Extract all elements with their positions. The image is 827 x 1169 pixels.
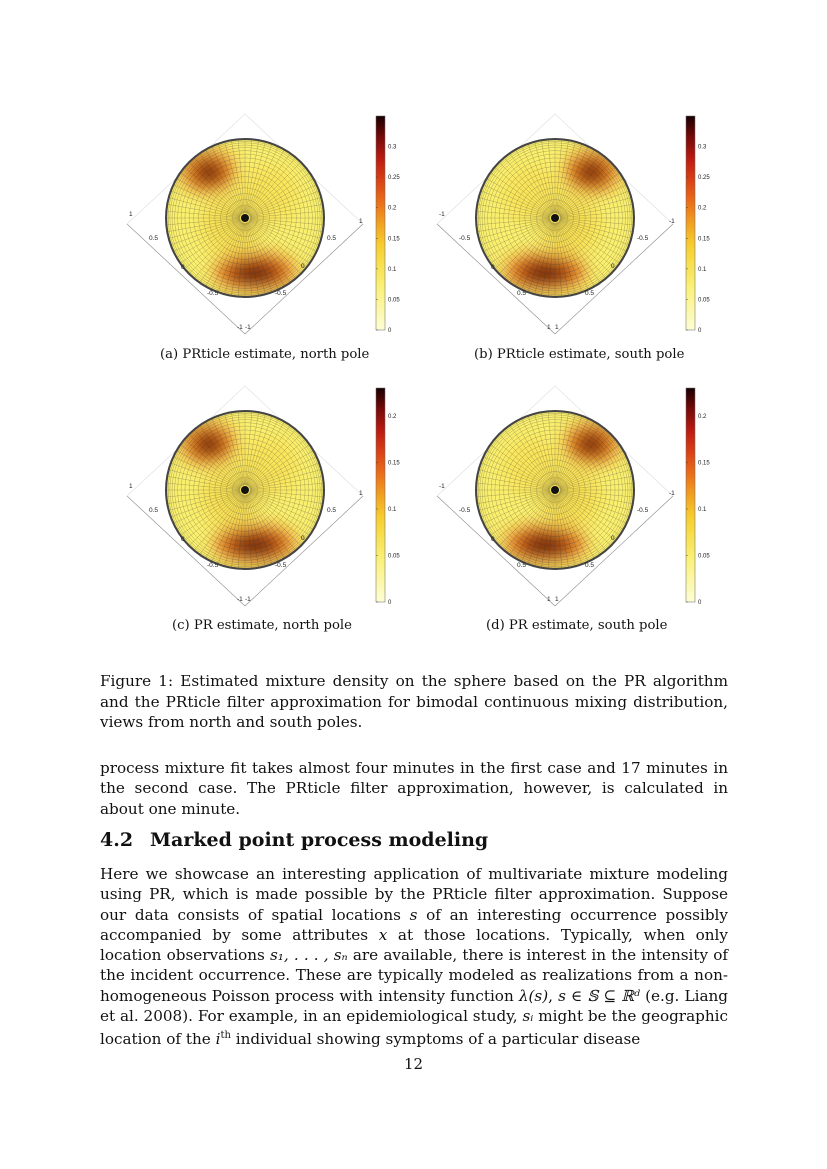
axis-tick-label: 0.5 (327, 507, 337, 514)
axis-tick-label: 0 (301, 263, 305, 270)
colorbar (686, 116, 695, 330)
colorbar-tick-label: 0 (698, 600, 702, 606)
axis-tick-label: 0 (611, 535, 615, 542)
subfigure-c (110, 380, 410, 620)
axis-tick-label: 0 (491, 536, 495, 543)
axis-tick-label: -0.5 (459, 507, 471, 514)
colorbar-tick-label: 0.25 (698, 175, 710, 182)
axis-tick-label: 1 (129, 211, 133, 218)
axis-tick-label: 0.5 (149, 507, 159, 514)
colorbar-tick-label: 0.3 (698, 144, 707, 151)
axis-tick-label: -1 (669, 218, 675, 225)
axis-tick-label: 1 (555, 596, 559, 603)
axis-tick-label: 0 (611, 263, 615, 270)
axis-tick-label: -1 (669, 490, 675, 497)
colorbar (686, 388, 695, 602)
subfigure-d (420, 380, 720, 620)
colorbar-tick-label: 0.15 (698, 460, 710, 467)
colorbar-tick-label: 0.2 (388, 413, 397, 420)
axis-tick-label: -1 (439, 483, 445, 490)
sphere-plot (420, 380, 720, 620)
colorbar-tick-label: 0.1 (388, 506, 397, 513)
paragraph-2: Here we showcase an interesting application of multivariate mixture modeling using PR, which is made possible by the PRticle filter approximation. Suppose our data consists of spatial locations s of an interesting occurrence possibly accompanied by some attributes x at those locations. Typically, when only location observations s₁, . . . , sₙ are available, there is interest in the intensity of the incident occurrence. These are typically modeled as realizations from a non-homogeneous Poisson process with intensity function λ(s), s ∈ 𝕊 ⊆ ℝᵈ (e.g. Liang et al. 2008). For example, in an epidemiological study, sᵢ might be the geographic location of the $i^{th}$ individual showing symptoms of a particular disease (100, 865, 729, 1049)
pole-marker (241, 486, 249, 494)
axis-tick-label: 0.5 (517, 562, 527, 569)
axis-tick-label: -0.5 (207, 562, 219, 569)
colorbar-tick-label: 0.1 (698, 506, 707, 513)
axis-tick-label: 0.5 (149, 235, 159, 242)
axis-tick-label: 1 (555, 324, 559, 331)
subfigure-d-caption: (d) PR estimate, south pole (486, 618, 668, 633)
colorbar-tick-label: 0.05 (388, 553, 400, 560)
section-heading (100, 829, 488, 851)
axis-tick-label: 0 (181, 264, 185, 271)
paragraph-1: process mixture fit takes almost four minutes in the first case and 17 minutes in the second case. The PRticle filter approximation, however, is calculated in about one minute. (100, 759, 728, 818)
section-number: 4.2 (100, 829, 134, 851)
colorbar-tick-label: 0.1 (388, 266, 397, 273)
colorbar (376, 116, 385, 330)
subfigure-a (110, 108, 410, 348)
axis-tick-label: 0.5 (585, 290, 595, 297)
colorbar-tick-label: 0 (388, 328, 392, 334)
axis-tick-label: -1 (439, 211, 445, 218)
colorbar-tick-label: 0 (388, 600, 392, 606)
colorbar-tick-label: 0.1 (698, 266, 707, 273)
axis-tick-label: 0.5 (517, 290, 527, 297)
axis-tick-label: 1 (129, 483, 133, 490)
colorbar (376, 388, 385, 602)
colorbar-tick-label: 0.3 (388, 144, 397, 151)
colorbar-tick-label: 0.05 (388, 297, 400, 304)
axis-tick-label: 1 (359, 490, 363, 497)
axis-tick-label: -0.5 (637, 507, 649, 514)
subfigure-b-caption: (b) PRticle estimate, south pole (474, 347, 685, 362)
pole-marker (551, 486, 559, 494)
axis-tick-label: 1 (547, 324, 551, 331)
sphere-plot (110, 108, 410, 348)
pole-marker (241, 214, 249, 222)
axis-tick-label: -0.5 (637, 235, 649, 242)
section-title: Marked point process modeling (150, 829, 489, 851)
axis-tick-label: 0.5 (585, 562, 595, 569)
axis-tick-label: -0.5 (275, 290, 287, 297)
axis-tick-label: -1 (245, 324, 251, 331)
axis-tick-label: -1 (237, 596, 243, 603)
colorbar-tick-label: 0.15 (698, 236, 710, 243)
axis-tick-label: 1 (359, 218, 363, 225)
figure-caption: Figure 1: Estimated mixture density on the sphere based on the PR algorithm and the PRticle filter approximation for bimodal continuous mixing distribution, views from north and south poles. (100, 672, 728, 731)
colorbar-tick-label: 0.2 (388, 205, 397, 212)
colorbar-tick-label: 0.2 (698, 413, 707, 420)
axis-tick-label: -0.5 (275, 562, 287, 569)
colorbar-tick-label: 0 (698, 328, 702, 334)
axis-tick-label: -0.5 (459, 235, 471, 242)
axis-tick-label: -0.5 (207, 290, 219, 297)
colorbar-tick-label: 0.05 (698, 553, 710, 560)
colorbar-tick-label: 0.15 (388, 236, 400, 243)
colorbar-tick-label: 0.25 (388, 175, 400, 182)
subfigure-a-caption: (a) PRticle estimate, north pole (160, 347, 370, 362)
axis-tick-label: 0 (491, 264, 495, 271)
axis-tick-label: -1 (237, 324, 243, 331)
colorbar-tick-label: 0.2 (698, 205, 707, 212)
axis-tick-label: -1 (245, 596, 251, 603)
axis-tick-label: 0 (301, 535, 305, 542)
axis-tick-label: 0 (181, 536, 185, 543)
pole-marker (551, 214, 559, 222)
page-number: 12 (403, 1055, 424, 1073)
colorbar-tick-label: 0.05 (698, 297, 710, 304)
subfigure-b (420, 108, 720, 348)
colorbar-tick-label: 0.15 (388, 460, 400, 467)
sphere-plot (420, 108, 720, 348)
axis-tick-label: 1 (547, 596, 551, 603)
subfigure-c-caption: (c) PR estimate, north pole (172, 618, 352, 633)
sphere-plot (110, 380, 410, 620)
axis-tick-label: 0.5 (327, 235, 337, 242)
